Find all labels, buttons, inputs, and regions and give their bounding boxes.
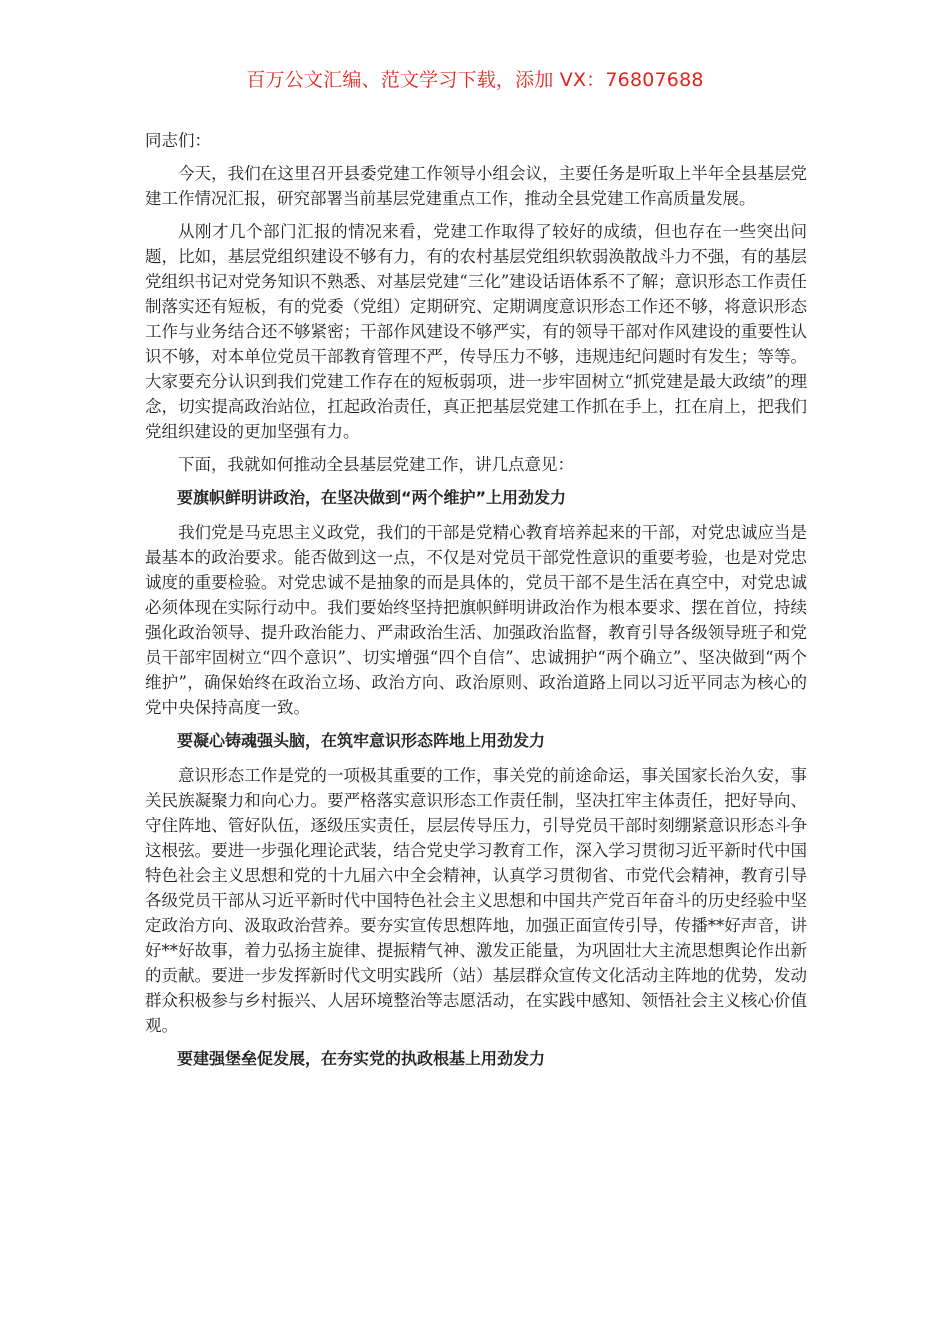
issues-paragraph: 从刚才几个部门汇报的情况来看，党建工作取得了较好的成绩，但也存在一些突出问题，比如，基层党组织建设不够有力，有的农村基层党组织软弱涣散战斗力不强，有的基层党组织书记对党务知识不熟悉、对基层党建“三化”建设话语体系不了解；意识形态工作责任制落实还有短板，有的党委（党组）定期研究、定期调度意识形态工作还不够，将意识形态工作与业务结合还不够紧密；干部作风建设不够严实，有的领导干部对作风建设的重要性认识不够，对本单位党员干部教育管理不严，传导压力不够，违规违纪问题时有发生；等等。大家要充分认识到我们党建工作存在的短板弱项，进一步牢固树立“抓党建是最大政绩”的理念，切实提高政治站位，扛起政治责任，真正把基层党建工作抓在手上，扛在肩上，把我们党组织建设的更加坚强有力。 bbox=[145, 222, 807, 441]
section-heading-foundation: 要建强堡垒促发展，在夯实党的执政根基上用劲发力 bbox=[177, 1049, 546, 1068]
section-heading-politics: 要旗帜鲜明讲政治，在坚决做到“两个维护”上用劲发力 bbox=[177, 488, 567, 507]
document-body bbox=[145, 128, 807, 1081]
header-banner: 百万公文汇编、范文学习下载，添加 VX：76807688 bbox=[246, 69, 704, 91]
salutation: 同志们： bbox=[145, 131, 211, 150]
section-body-ideology: 意识形态工作是党的一项极其重要的工作，事关党的前途命运，事关国家长治久安，事关民族凝聚力和向心力。要严格落实意识形态工作责任制，坚决扛牢主体责任，把好导向、守住阵地、管好队伍，逐级压实责任，层层传导压力，引导党员干部时刻绷紧意识形态斗争这根弦。要进一步强化理论武装，结合党史学习教育工作，深入学习贯彻习近平新时代中国特色社会主义思想和党的十九届六中全会精神，认真学习贯彻省、市党代会精神，教育引导各级党员干部从习近平新时代中国特色社会主义思想和中国共产党百年奋斗的历史经验中坚定政治方向、汲取政治营养。要夯实宣传思想阵地，加强正面宣传引导，传播**好声音，讲好**好故事，着力弘扬主旋律、提振精气神、激发正能量，为巩固壮大主流思想舆论作出新的贡献。要进一步发挥新时代文明实践所（站）基层群众宣传文化活动主阵地的优势，发动群众积极参与乡村振兴、人居环境整治等志愿活动，在实践中感知、领悟社会主义核心价值观。 bbox=[145, 766, 807, 1035]
section-heading-ideology: 要凝心铸魂强头脑，在筑牢意识形态阵地上用劲发力 bbox=[177, 731, 546, 750]
transition-paragraph: 下面，我就如何推动全县基层党建工作，讲几点意见： bbox=[178, 455, 574, 474]
intro-paragraph: 今天，我们在这里召开县委党建工作领导小组会议，主要任务是听取上半年全县基层党建工作情况汇报，研究部署当前基层党建重点工作，推动全县党建工作高质量发展。 bbox=[145, 164, 807, 208]
section-body-politics: 我们党是马克思主义政党，我们的干部是党精心教育培养起来的干部，对党忠诚应当是最基本的政治要求。能否做到这一点，不仅是对党员干部党性意识的重要考验，也是对党忠诚度的重要检验。对党忠诚不是抽象的而是具体的，党员干部不是生活在真空中，对党忠诚必须体现在实际行动中。我们要始终坚持把旗帜鲜明讲政治作为根本要求、摆在首位，持续强化政治领导、提升政治能力、严肃政治生活、加强政治监督，教育引导各级领导班子和党员干部牢固树立“四个意识”、切实增强“四个自信”、忠诚拥护“两个确立”、坚决做到“两个维护”，确保始终在政治立场、政治方向、政治原则、政治道路上同以习近平同志为核心的党中央保持高度一致。 bbox=[145, 523, 807, 717]
